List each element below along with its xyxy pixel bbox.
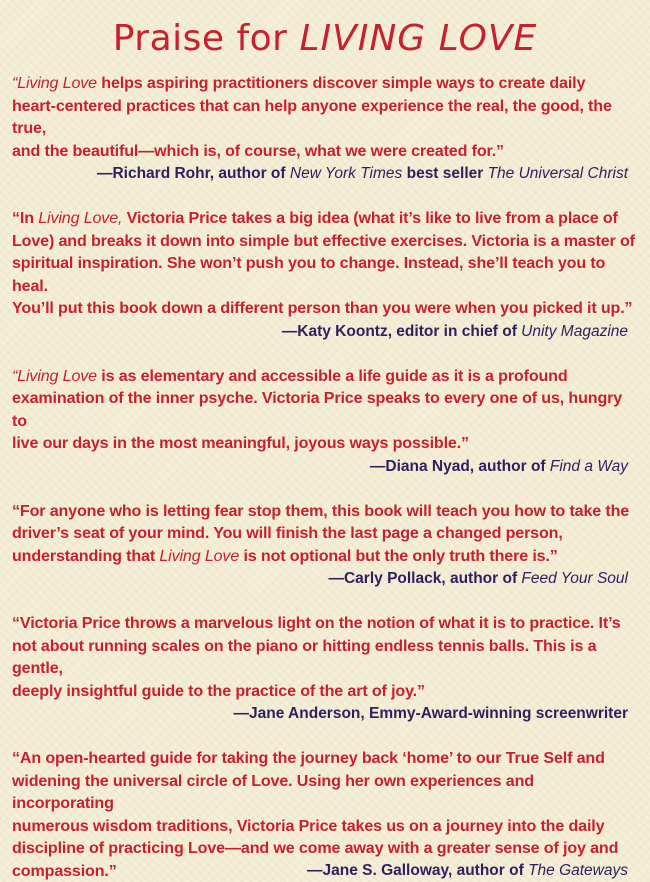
attribution [12, 163, 638, 185]
attribution-name: —Jane S. Galloway, author of [306, 862, 529, 879]
quote-line: numerous wisdom traditions, Victoria Price takes us on a journey into the daily [12, 816, 605, 835]
publication-em: Unity Magazine [521, 322, 628, 340]
quote-line: discipline of practicing Love—and we come away with a greater sense of joy and [12, 839, 619, 857]
quote-line: driver’s seat of your mind. You will finish the last page a changed person, [12, 524, 563, 542]
attribution-name: —Diana Nyad, author of [369, 457, 550, 475]
book-title-em: “Living Love [12, 74, 97, 92]
book-title-em: Find a Way [549, 457, 628, 475]
book-title-em: The Universal Christ [487, 165, 628, 182]
quote-6 [12, 747, 638, 882]
quote-line: You’ll put this book down a different person than you were when you picked it up.” [12, 299, 633, 317]
attribution [12, 321, 638, 343]
attribution-name: —Carly Pollack, author of [328, 570, 522, 587]
publication-em: New York Times [289, 165, 403, 182]
quote-line: spiritual inspiration. She won’t push you to change. Instead, she’ll teach you to heal. [12, 254, 606, 295]
attribution-name: —Jane Anderson, Emmy-Award-winning screenwriter [233, 705, 628, 722]
quote-1 [12, 72, 638, 185]
quote-text [12, 207, 638, 320]
title-prefix: Praise for [112, 18, 288, 59]
quote-5 [12, 612, 638, 725]
quote-line: and the beautiful—which is, of course, what we were created for.” [12, 141, 504, 160]
quote-2 [12, 207, 638, 343]
book-title-em: The Gateways [528, 862, 628, 879]
quote-text [12, 612, 638, 702]
title-book: LIVING LOVE [299, 18, 538, 59]
quote-line: is not optional but the only truth there is.” [239, 546, 558, 565]
book-title-em: Living Love, [38, 209, 123, 227]
quote-line: widening the universal circle of Love. Using her own experiences and incorporating [12, 771, 534, 812]
attribution [307, 860, 628, 882]
quote-line: “An open-hearted guide for taking the journey back ‘home’ to our True Self and [12, 749, 605, 767]
quote-line: understanding that [12, 546, 160, 565]
quote-3 [12, 365, 638, 478]
quote-line: not about running scales on the piano or hitting endless tennis balls. This is a gentle, [12, 636, 597, 677]
quote-text [12, 72, 638, 162]
quote-4 [12, 500, 638, 591]
book-title-em: “Living Love [12, 366, 97, 385]
page-title [12, 16, 638, 62]
attribution [12, 703, 638, 725]
quote-line: Victoria Price takes a big idea (what it’s like to live from a place of [122, 209, 618, 227]
attribution [12, 568, 638, 590]
quote-line: helps aspiring practitioners discover simple ways to create daily [96, 74, 586, 92]
attribution [12, 456, 638, 478]
quote-line: is as elementary and accessible a life guide as it is a profound [96, 366, 568, 385]
quote-text [12, 500, 638, 568]
quote-text [12, 365, 638, 455]
quote-line: “Victoria Price throws a marvelous light on the notion of what it is to practice. It’s [12, 614, 621, 632]
attribution-mid: best seller [402, 165, 488, 182]
quote-line: “For anyone who is letting fear stop them, this book will teach you how to take the [12, 501, 630, 520]
attribution-name: —Richard Rohr, author of [96, 165, 290, 182]
quote-line: “In [12, 209, 39, 227]
quote-line: Love) and breaks it down into simple but effective exercises. Victoria is a master of [12, 231, 635, 250]
book-title-em: Living Love [159, 546, 240, 565]
attribution-name: —Katy Koontz, editor in chief of [281, 322, 522, 340]
quote-line: live our days in the most meaningful, joyous ways possible.” [12, 434, 469, 452]
quote-line: compassion.” [12, 861, 117, 880]
quote-line: deeply insightful guide to the practice of the art of joy.” [12, 681, 425, 700]
quote-line: examination of the inner psyche. Victoria Price speaks to every one of us, hungry to [12, 389, 623, 430]
book-title-em: Feed Your Soul [521, 570, 628, 587]
quote-line: heart-centered practices that can help anyone experience the real, the good, the true, [12, 96, 612, 137]
